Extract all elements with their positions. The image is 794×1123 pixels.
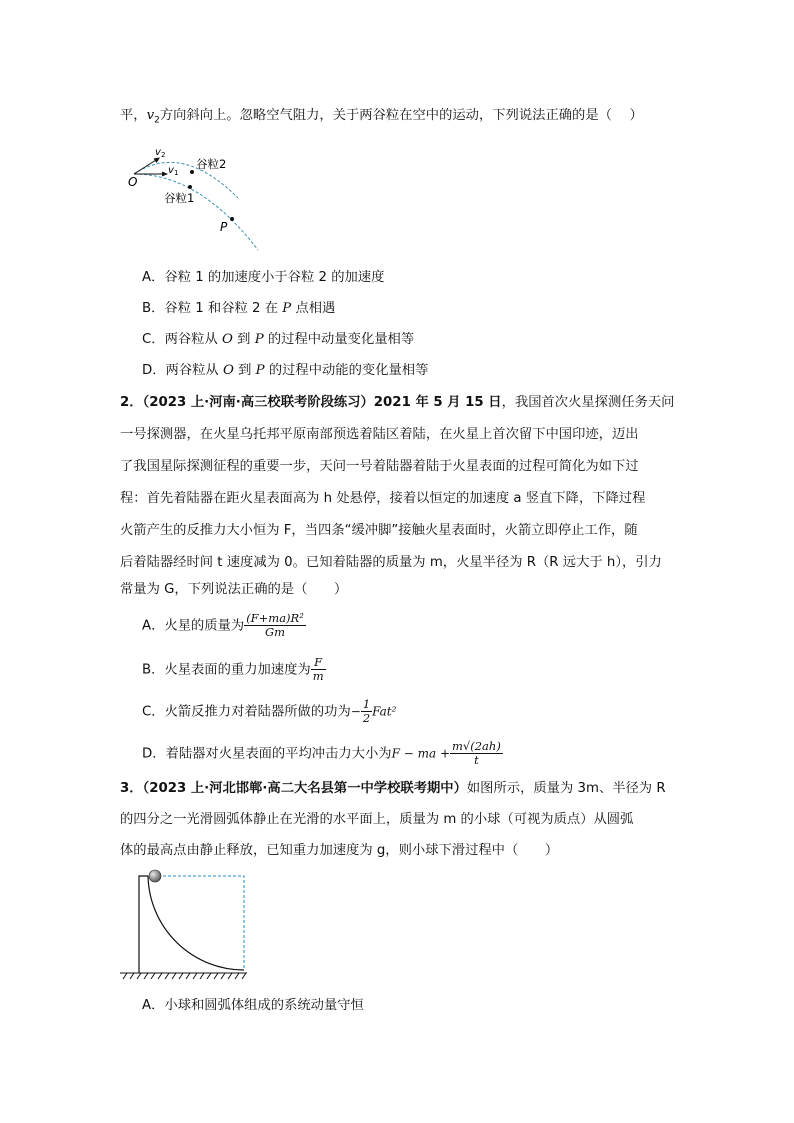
q1-option-c-text-b: 到 [232,332,255,347]
q1-option-c-label: C． [142,332,165,347]
q1-projectile-figure [120,140,270,255]
q1-option-c[interactable] [142,330,414,350]
q2-option-c-tail: Fat² [372,704,397,719]
q1-option-d-text-a: 两谷粒从 [165,363,223,378]
q2-option-d-text: 着陆器对火星表面的平均冲击力大小为 [165,746,392,762]
v2-label: v [155,147,161,158]
q1-option-d-var2: P [255,363,265,378]
q2-option-a-numerator: (F+ma)R² [246,611,304,625]
q1-option-c-text-a: 两谷粒从 [164,332,223,347]
q2-stem-line-7: 常量为 G，下列说法正确的是（ ） [120,582,348,597]
q1-option-d-text-b: 到 [233,363,256,378]
q2-option-d-label: D． [142,746,166,762]
q2-option-c-numerator: 1 [362,697,371,711]
q2-option-c-minus: − [350,704,361,719]
v2-arrowhead [154,158,161,164]
q1-option-d-label: D． [142,363,166,378]
v1-sub: 1 [174,169,179,177]
q3-stem-text-1: 如图所示，质量为 3m、半径为 R [466,781,666,796]
q1-stem-v-sub: 2 [154,115,160,126]
q2-option-a[interactable] [142,612,306,639]
v2-sub: 2 [161,151,166,159]
small-ball [149,870,161,882]
q1-option-d-text-c: 的过程中动能的变化量相等 [264,363,429,378]
q2-option-c-label: C． [142,704,165,720]
q3-arc-figure [115,866,255,986]
q2-stem-line-5: 火箭产生的反推力大小恒为 F，当四条“缓冲脚”接触火星表面时，火箭立即停止工作，随 [120,523,638,538]
q2-stem-line-6: 后着陆器经时间 t 速度减为 0。已知着陆器的质量为 m，火星半径为 R（R 远大于 h），引力 [120,555,662,570]
q2-stem-line-1 [120,393,674,413]
grain2-label: 谷粒2 [196,157,227,171]
ground-hatch [120,973,247,979]
q3-source: （2023 上·河北邯郸·高二大名县第一中学校联考期中） [142,781,467,796]
q1-option-b-var: P [282,301,292,316]
q3-option-a-text: 小球和圆弧体组成的系统动量守恒 [164,998,364,1013]
q1-option-a-label: A． [142,270,165,285]
q2-stem-line-3: 了我国星际探测征程的重要一步，天问一号着陆器着陆于火星表面的过程可简化为如下过 [120,459,639,474]
q2-option-b-denominator: m [312,669,324,683]
q1-option-a-text: 谷粒 1 的加速度小于谷粒 2 的加速度 [164,270,385,285]
q3-stem-line-3: 体的最高点由静止释放，已知重力加速度为 g，则小球下滑过程中（ ） [120,843,559,858]
q2-option-d[interactable] [142,740,503,767]
q2-option-d-numerator: m√(2ah) [452,739,501,753]
arc-surface [148,876,244,970]
q2-option-a-label: A． [142,618,165,634]
q2-source: （2023 上·河南·高三校联考阶段练习）2021 年 5 月 15 日 [142,395,502,410]
dashed-square [148,876,244,970]
q2-option-c-fraction [361,698,372,725]
q2-option-d-fraction [450,740,503,767]
q2-option-b-text: 火星表面的重力加速度为 [164,662,311,678]
q2-option-a-fraction [244,612,306,639]
q1-stem-text-a: 平， [120,108,147,123]
q3-stem-line-2: 的四分之一光滑圆弧体静止在光滑的水平面上，质量为 m 的小球（可视为质点）从圆弧 [120,812,634,827]
q1-option-b[interactable] [142,299,335,319]
grain2-dot [190,170,194,174]
q2-stem-text-0: ，我国首次火星探测任务天问 [501,395,675,410]
q2-option-b-numerator: F [311,656,326,670]
q1-option-c-var2: P [254,332,264,347]
q2-option-d-expression: F − ma + [391,746,451,761]
q1-stem [120,106,643,131]
q3-option-a-label: A． [142,998,165,1013]
q1-option-c-text-c: 的过程中动量变化量相等 [263,332,415,347]
q2-option-c[interactable] [142,698,396,725]
origin-label: O [128,175,138,189]
q1-stem-v: v [146,108,155,123]
q1-stem-text-b: 方向斜向上。忽略空气阻力，关于两谷粒在空中的运动，下列说法正确的是（ ） [159,108,643,123]
q2-option-b[interactable] [142,656,326,683]
q1-option-a[interactable] [142,268,384,288]
trajectory-grain1 [134,174,258,250]
q2-option-c-text: 火箭反推力对着陆器所做的功为 [164,704,351,720]
q3-number: 3． [120,781,143,796]
q2-option-a-denominator: Gm [264,625,286,639]
q3-stem-line-1 [120,779,666,799]
q2-option-d-denominator: t [474,753,479,767]
q1-option-b-label: B． [142,301,165,316]
q2-number: 2． [120,395,143,410]
point-p-dot [230,217,234,221]
q2-option-b-fraction [311,656,326,683]
q1-option-d[interactable] [142,361,428,381]
q1-option-d-var1: O [222,363,234,378]
q1-option-b-text-b: 点相遇 [291,301,336,316]
arc-body-outline [139,876,148,973]
q3-option-a[interactable] [142,996,364,1016]
q2-option-c-denominator: 2 [362,711,371,725]
q1-option-c-var1: O [222,332,233,347]
q2-option-a-text: 火星的质量为 [164,618,245,634]
grain1-label: 谷粒1 [164,191,195,205]
point-p-label: P [220,220,228,234]
q2-stem-line-4: 程：首先着陆器在距火星表面高为 h 处悬停，接着以恒定的加速度 a 竖直下降，下降过程 [120,491,646,506]
q2-stem-line-2: 一号探测器，在火星乌托邦平原南部预选着陆区着陆，在火星上首次留下中国印迹，迈出 [120,427,639,442]
q2-option-b-label: B． [142,662,165,678]
v1-label: v [168,165,174,176]
v2-arrow [134,160,156,174]
q1-option-b-text-a: 谷粒 1 和谷粒 2 在 [164,301,283,316]
grain1-dot [188,185,192,189]
